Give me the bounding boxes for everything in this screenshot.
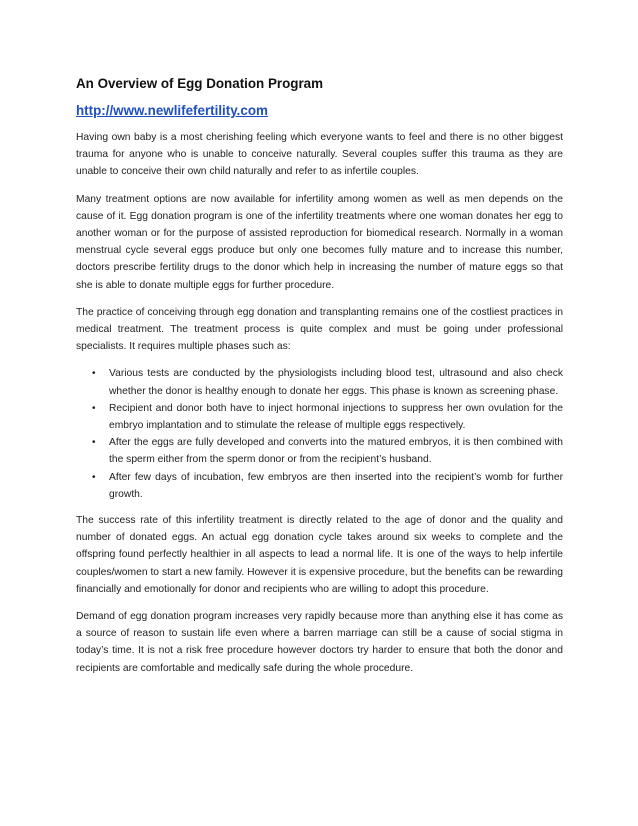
phases-list	[76, 365, 563, 503]
bullet-icon: •	[92, 368, 96, 380]
intro-paragraph: Having own baby is a most cherishing feeling which everyone wants to feel and there is no other biggest trauma for anyone who is unable to conceive naturally. Several couples suffer this trauma as they are unable to conceive their own child naturally and refer to as infertile couples.	[76, 132, 563, 178]
bullet-icon: •	[92, 471, 96, 483]
success-rate-paragraph: The success rate of this infertility treatment is directly related to the age of donor and the quality and number of donated eggs. An actual egg donation cycle takes around six weeks to complete and the offspring found perfectly healthier in all aspects to lead a normal life. It is one of the ways to help infertile couples/women to start a new family. However it is expensive procedure, but the benefits can be rewarding financially and emotionally for donor and recipients who are willing to adopt this procedure.	[76, 515, 563, 595]
demand-paragraph: Demand of egg donation program increases very rapidly because more than anything else it has come as a source of reason to sustain life even where a barren marriage can still be a cause of social stigma in today’s time. It is not a risk free procedure however doctors try harder to ensure that both the donor and recipients are comfortable and medically safe during the whole procedure.	[76, 611, 563, 674]
bullet-icon: •	[92, 402, 96, 414]
bullet-icon: •	[92, 437, 96, 449]
list-item-text: After few days of incubation, few embryos are then inserted into the recipient’s womb for further growth.	[109, 471, 563, 500]
costly-practice-paragraph: The practice of conceiving through egg donation and transplanting remains one of the costliest practices in medical treatment. The treatment process is quite complex and must be going under professional specialists. It requires multiple phases such as:	[76, 306, 563, 353]
list-item	[76, 365, 563, 399]
website-link[interactable]: http://www.newlifefertility.com	[76, 103, 268, 118]
list-item	[76, 469, 563, 503]
list-item	[76, 400, 563, 434]
document-title: An Overview of Egg Donation Program	[76, 76, 324, 91]
list-item-text: After the eggs are fully developed and converts into the matured embryos, it is then combined with the sperm either from the sperm donor or from the recipient’s husband.	[109, 437, 563, 466]
treatment-options-paragraph: Many treatment options are now available for infertility among women as well as men depends on the cause of it. Egg donation program is one of the infertility treatments where one woman donates her egg to another woman or for the purpose of assisted reproduction for biomedical research. Normally in a woman menstrual cycle several eggs produce but only one becomes fully mature and to increase this number, doctors prescribe fertility drugs to the donor which help in increasing the number of mature eggs so that she is able to donate multiple eggs for further procedure.	[76, 193, 563, 291]
document-page	[76, 76, 563, 687]
list-item-text: Recipient and donor both have to inject hormonal injections to suppress her own ovulation for the embryo implantation and to stimulate the release of multiple eggs respectively.	[109, 402, 563, 432]
list-item-text: Various tests are conducted by the physiologists including blood test, ultrasound and also check whether the donor is healthy enough to donate her eggs. This phase is known as screening phase.	[109, 368, 563, 397]
list-item	[76, 434, 563, 468]
